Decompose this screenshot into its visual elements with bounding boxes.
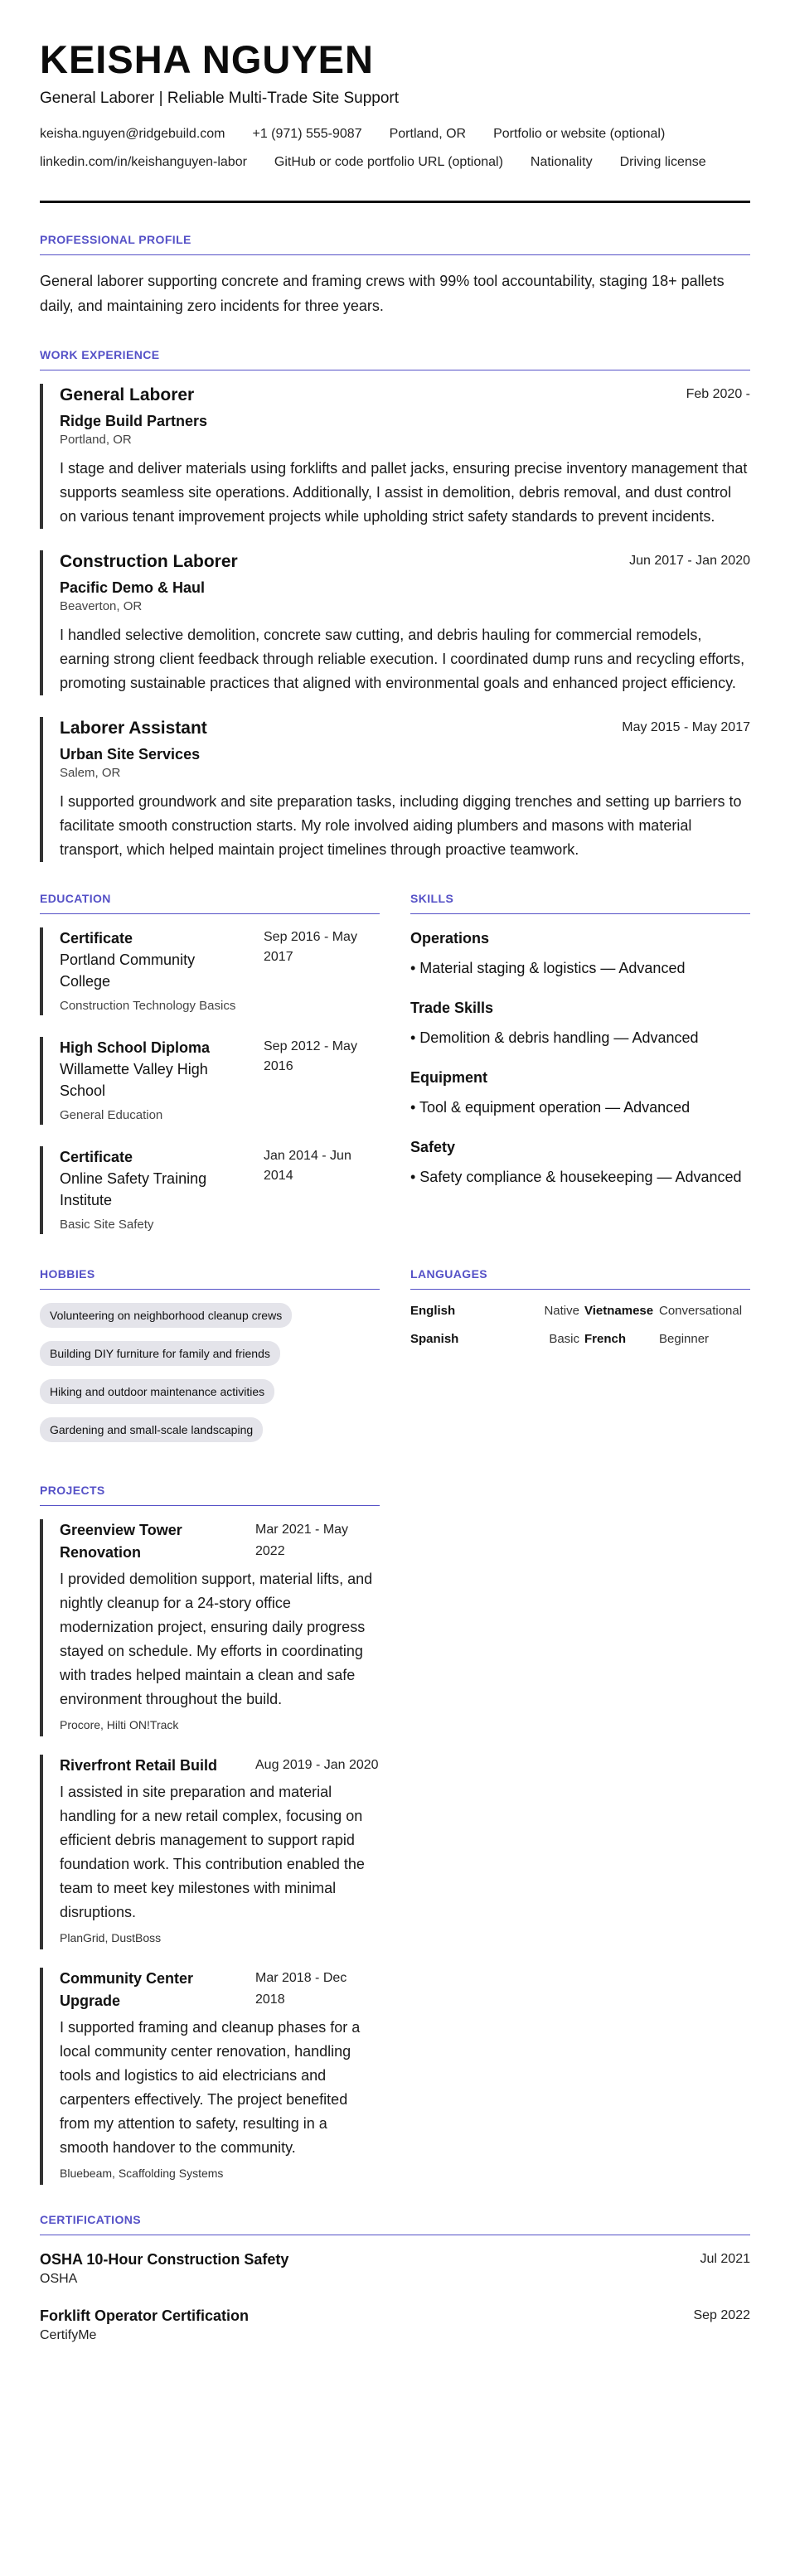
education-date: Jan 2014 - Jun 2014 (264, 1149, 351, 1183)
project-description: I supported framing and cleanup phases for a local community center renovation, handling tools and logistics to aid electricians and carpenters effectively. The project benefited from my attention to safety, resulting in a smooth handover to the community. (60, 2019, 361, 2156)
certification-entry (40, 2249, 750, 2288)
job-entry (40, 550, 750, 695)
project-date: Mar 2018 - Dec 2018 (255, 1971, 347, 2007)
skill-group (410, 1136, 750, 1188)
skill-item: • Tool & equipment operation — Advanced (410, 1099, 691, 1116)
education-entry (40, 1037, 380, 1125)
certification-name: OSHA 10-Hour Construction Safety (40, 2251, 289, 2268)
contact-nationality: Nationality (530, 155, 593, 169)
candidate-name: KEISHA NGUYEN (40, 37, 374, 81)
job-company: Urban Site Services (60, 746, 201, 763)
certification-date: Jul 2021 (700, 2252, 750, 2266)
project-title: Community Center Upgrade (60, 1970, 194, 2009)
skill-category: Equipment (410, 1069, 487, 1086)
profile-section (40, 233, 750, 318)
job-title: Construction Laborer (60, 552, 238, 571)
hobbies-languages-row (40, 1267, 750, 1455)
resume-header (40, 36, 750, 203)
certification-issuer: OSHA (40, 2272, 78, 2286)
language-level: Beginner (659, 1332, 710, 1346)
job-title: Laborer Assistant (60, 719, 207, 738)
contact-github[interactable]: GitHub or code portfolio URL (optional) (274, 155, 503, 169)
certification-issuer: CertifyMe (40, 2328, 97, 2342)
education-date: Sep 2012 - May 2016 (264, 1039, 357, 1073)
skill-item: • Safety compliance & housekeeping — Advanced (410, 1169, 742, 1185)
job-entry (40, 717, 750, 862)
education-entry (40, 927, 380, 1015)
job-date: Feb 2020 - (686, 387, 750, 401)
certifications-section (40, 2213, 750, 2345)
section-title-certifications: CERTIFICATIONS (40, 2213, 750, 2235)
language-name: Vietnamese (584, 1304, 654, 1318)
language-name: English (410, 1304, 456, 1318)
contact-portfolio[interactable]: Portfolio or website (optional) (493, 127, 666, 141)
certification-entry (40, 2305, 750, 2345)
education-degree: Certificate (60, 930, 133, 947)
project-date: Aug 2019 - Jan 2020 (255, 1758, 379, 1772)
education-section (40, 892, 380, 1234)
project-date: Mar 2021 - May 2022 (255, 1523, 349, 1558)
project-title: Riverfront Retail Build (60, 1757, 218, 1774)
hobby-chip: Volunteering on neighborhood cleanup crews (40, 1303, 292, 1328)
project-tools: Procore, Hilti ON!Track (60, 1718, 179, 1731)
education-entry (40, 1146, 380, 1234)
project-tools: PlanGrid, DustBoss (60, 1931, 162, 1944)
skill-category: Trade Skills (410, 1000, 494, 1016)
job-entry (40, 384, 750, 529)
certification-name: Forklift Operator Certification (40, 2307, 250, 2324)
language-name: Spanish (410, 1332, 459, 1346)
header-divider (40, 201, 750, 203)
job-location: Beaverton, OR (60, 599, 143, 613)
job-company: Pacific Demo & Haul (60, 579, 206, 596)
education-degree: Certificate (60, 1149, 133, 1165)
job-description: I supported groundwork and site preparation tasks, including digging trenches and setting up barriers to facilitate smooth construction starts. My role involved aiding plumbers and masons with material transport, which helped maintain project timelines through proactive teamwork. (60, 793, 742, 858)
hobby-list (40, 1303, 380, 1455)
skill-item: • Demolition & debris handling — Advanced (410, 1029, 699, 1046)
job-location: Salem, OR (60, 766, 121, 780)
section-title-education: EDUCATION (40, 892, 380, 914)
job-title: General Laborer (60, 385, 195, 404)
language-name: French (584, 1332, 627, 1346)
education-school: Willamette Valley High School (60, 1061, 208, 1099)
skill-category: Safety (410, 1139, 456, 1155)
skill-group (410, 1067, 750, 1118)
education-field: Basic Site Safety (60, 1218, 154, 1232)
job-location: Portland, OR (60, 433, 132, 447)
section-title-languages: LANGUAGES (410, 1267, 750, 1290)
skill-group (410, 927, 750, 979)
education-skills-row (40, 892, 750, 1234)
hobby-chip: Building DIY furniture for family and friends (40, 1341, 280, 1366)
contact-email[interactable]: keisha.nguyen@ridgebuild.com (40, 127, 225, 141)
project-entry (40, 1968, 380, 2185)
languages-section (410, 1267, 750, 1455)
project-tools: Bluebeam, Scaffolding Systems (60, 2167, 224, 2180)
projects-section (40, 1484, 380, 2185)
experience-section (40, 348, 750, 862)
education-degree: High School Diploma (60, 1039, 211, 1056)
contact-phone[interactable]: +1 (971) 555-9087 (252, 127, 362, 141)
job-date: May 2015 - May 2017 (622, 720, 750, 734)
contact-driving-license: Driving license (619, 155, 706, 169)
skill-item: • Material staging & logistics — Advanced (410, 960, 686, 976)
education-field: Construction Technology Basics (60, 999, 236, 1013)
job-company: Ridge Build Partners (60, 413, 208, 429)
contact-linkedin[interactable]: linkedin.com/in/keishanguyen-labor (40, 155, 247, 169)
contact-list (40, 126, 750, 182)
skill-group (410, 997, 750, 1048)
job-description: I stage and deliver materials using forklifts and pallet jacks, ensuring precise inventory management that supports seamless site operations. Additionally, I assist in demolition, debris removal, and dust control on various tenant improvement projects while upholding strict safety standards to prevent incidents. (60, 460, 748, 525)
project-entry (40, 1519, 380, 1736)
skills-section (410, 892, 750, 1234)
section-title-profile: PROFESSIONAL PROFILE (40, 233, 750, 255)
project-description: I assisted in site preparation and material handling for a new retail complex, focusing on efficient debris management to support rapid foundation work. This contribution enabled the team to meet key milestones with minimal disruptions. (60, 1784, 365, 1920)
education-field: General Education (60, 1108, 163, 1122)
candidate-headline: General Laborer | Reliable Multi-Trade Site Support (40, 90, 400, 107)
profile-summary: General laborer supporting concrete and framing crews with 99% tool accountability, staging 18+ pallets daily, and maintaining zero incidents for three years. (40, 273, 725, 314)
project-entry (40, 1755, 380, 1949)
section-title-hobbies: HOBBIES (40, 1267, 380, 1290)
education-school: Portland Community College (60, 951, 196, 990)
education-date: Sep 2016 - May 2017 (264, 930, 357, 964)
section-title-experience: WORK EXPERIENCE (40, 348, 750, 370)
contact-location: Portland, OR (389, 127, 467, 141)
skill-category: Operations (410, 930, 490, 947)
education-school: Online Safety Training Institute (60, 1170, 207, 1208)
job-description: I handled selective demolition, concrete saw cutting, and debris hauling for commercial remodels, earning strong client feedback through reliable execution. I coordinated dump runs and recycling efforts, promoting sustainable practices that aligned with environmental goals and enhanced project efficiency. (60, 627, 745, 691)
language-level: Basic (549, 1332, 579, 1346)
project-description: I provided demolition support, material lifts, and nightly cleanup for a 24-story office modernization project, ensuring daily progress stayed on schedule. My efforts in coordinating with trades helped maintain a clean and safe environment throughout the build. (60, 1571, 373, 1707)
hobby-chip: Hiking and outdoor maintenance activities (40, 1379, 274, 1404)
section-title-skills: SKILLS (410, 892, 750, 914)
section-title-projects: PROJECTS (40, 1484, 380, 1506)
project-title: Greenview Tower Renovation (60, 1522, 182, 1561)
language-list (410, 1303, 750, 1348)
hobby-chip: Gardening and small-scale landscaping (40, 1417, 263, 1442)
certification-date: Sep 2022 (693, 2308, 750, 2322)
language-level: Conversational (659, 1304, 743, 1318)
hobbies-section (40, 1267, 380, 1455)
job-date: Jun 2017 - Jan 2020 (629, 554, 750, 568)
language-level: Native (544, 1304, 579, 1318)
